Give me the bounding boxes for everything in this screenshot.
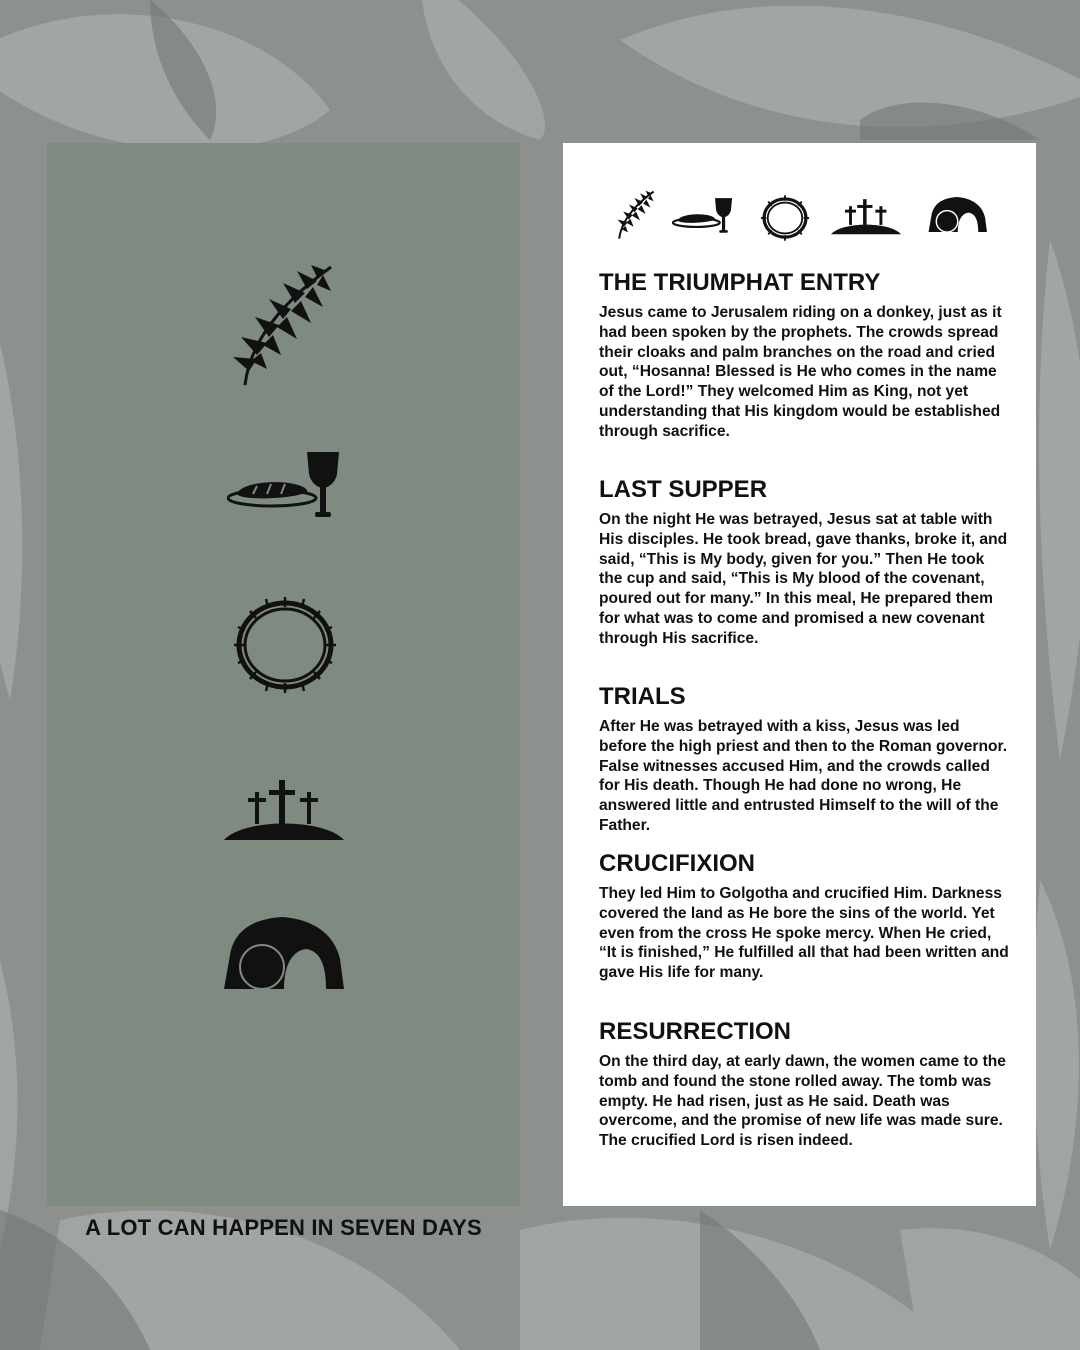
section-title: TRIALS — [599, 683, 686, 710]
section-title: THE TRIUMPHAT ENTRY — [599, 269, 881, 296]
section-title: CRUCIFIXION — [599, 850, 755, 877]
section-body: On the night He was betrayed, Jesus sat at table with His disciples. He took bread, gave thanks, broke it, and said, “This is My body, given for you.” Then He took the cup and said, “This is My blood of the covenant, poured out for many.” In this meal, He prepared them for what was to come and promised a new covenant through His sacrifice. — [599, 511, 1008, 647]
crown-of-thorns-icon — [230, 593, 340, 697]
section-body: They led Him to Golgotha and crucified Him. Darkness covered the land as He bore the sins of the world. Yet even from the cross He spoke mercy. When He cried, “It is finished,” He fulfilled all that had been written and gave His life for many. — [599, 885, 1009, 982]
section-title: RESURRECTION — [599, 1018, 792, 1045]
section-body: On the third day, at early dawn, the women came to the tomb and found the stone rolled away. The tomb was empty. He had risen, just as He said. Death was overcome, and the promise of new life was made sure. The crucified Lord is risen indeed. — [599, 1053, 1006, 1150]
section-body: Jesus came to Jerusalem riding on a donkey, just as it had been spoken by the prophets. The crowds spread their cloaks and palm branches on the road and cried out, “Hosanna! Blessed is He who comes in the name of the Lord!” They welcomed Him as King, not yet understanding that His kingdom would be established through sacrifice. — [599, 304, 1002, 440]
section-trials — [599, 684, 1011, 836]
section-crucifixion — [599, 851, 1011, 983]
section-last-supper — [599, 477, 1011, 649]
icon-row — [612, 190, 992, 244]
tagline: A LOT CAN HAPPEN IN SEVEN DAYS — [85, 1215, 482, 1240]
palm-branch-icon — [227, 263, 337, 388]
section-resurrection — [599, 1019, 1011, 1151]
three-crosses-icon — [830, 198, 902, 236]
empty-tomb-icon — [222, 915, 347, 993]
section-body: After He was betrayed with a kiss, Jesus was led before the high priest and then to the Roman governor. False witnesses accused Him, and the crowds called for His death. Though He had done no wrong, He answered little and entrusted Himself to the will of the Father. — [599, 718, 1008, 834]
section-triumphal-entry — [599, 270, 1011, 442]
empty-tomb-icon — [927, 196, 989, 234]
palm-branch-icon — [612, 190, 656, 240]
left-panel — [47, 143, 520, 1240]
bread-and-cup-icon — [672, 196, 734, 236]
three-crosses-icon — [224, 778, 344, 843]
bread-and-cup-icon — [227, 448, 342, 523]
crown-of-thorns-icon — [760, 194, 810, 242]
section-title: LAST SUPPER — [599, 476, 768, 503]
